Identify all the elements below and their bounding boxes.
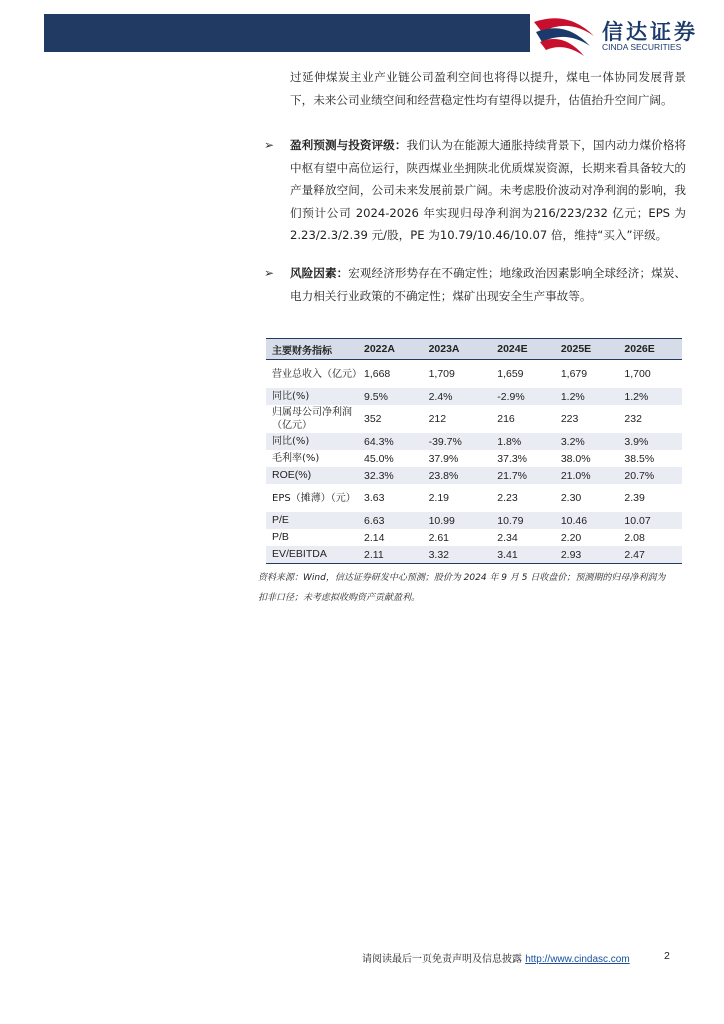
table-cell: 1.8%	[491, 433, 555, 450]
table-header-cell: 2026E	[618, 339, 682, 360]
table-cell: 20.7%	[618, 467, 682, 484]
table-cell: 3.32	[423, 546, 492, 564]
table-cell: 216	[497, 413, 515, 425]
table-cell: 21.0%	[555, 467, 619, 484]
table-row	[266, 360, 682, 389]
table-row	[266, 388, 682, 405]
table-row	[266, 433, 682, 450]
bullet-arrow-icon: ➢	[264, 138, 275, 152]
table-cell: 1.2%	[618, 388, 682, 405]
table-cell: 38.0%	[560, 452, 591, 465]
table-cell-metric: 同比(%)	[266, 433, 358, 450]
table-cell: 352	[364, 413, 382, 425]
table-cell: 64.3%	[358, 433, 423, 450]
table-header-cell: 2025E	[555, 339, 619, 360]
table-cell: 10.79	[491, 512, 555, 529]
footer-disclaimer-text: 请阅读最后一页免责声明及信息披露	[362, 954, 522, 965]
table-cell: 2.4%	[423, 388, 492, 405]
table-row	[266, 512, 682, 529]
table-cell: -2.9%	[491, 388, 555, 405]
table-cell: 37.9%	[428, 452, 459, 465]
logo-chinese-text: 信达证券	[602, 20, 698, 44]
table-cell: 2.93	[555, 546, 619, 564]
table-cell: 212	[428, 413, 447, 425]
table-cell: 1,709	[428, 368, 455, 380]
table-cell: 32.3%	[358, 467, 423, 484]
table-cell-metric: 毛利率(%)	[272, 453, 320, 464]
table-cell: 2.34	[497, 531, 518, 544]
table-row	[266, 450, 682, 467]
table-row	[266, 529, 682, 546]
footer-website-link[interactable]: http://www.cindasc.com	[525, 954, 630, 965]
table-cell: 2.30	[560, 492, 582, 504]
source-note-line-2: 扣非口径；未考虑拟收购资产贡献盈利。	[258, 593, 421, 603]
table-cell-metric: EV/EBITDA	[266, 546, 358, 564]
risk-factors-paragraph	[290, 262, 686, 307]
table-cell: 10.99	[423, 512, 492, 529]
table-cell: 1,679	[560, 368, 588, 380]
table-cell: 1,668	[364, 368, 391, 380]
table-row	[266, 467, 682, 484]
bullet-arrow-icon: ➢	[264, 266, 275, 280]
table-cell: 3.2%	[555, 433, 619, 450]
table-cell-metric: EPS（摊薄）（元）	[272, 492, 356, 504]
earnings-forecast-paragraph	[290, 134, 686, 247]
risk-factors-text: 宏观经济形势存在不确定性；地缘政治因素影响全球经济；煤炭、电力相关行业政策的不确定性；煤矿出现安全生产事故等。	[290, 266, 686, 303]
table-cell: 9.5%	[358, 388, 423, 405]
table-cell-metric: P/B	[272, 531, 289, 543]
table-cell: 232	[624, 413, 642, 425]
table-header-cell: 主要财务指标	[266, 339, 358, 360]
table-cell: 3.41	[491, 546, 555, 564]
footer-disclaimer	[362, 950, 630, 965]
table-cell: 223	[560, 413, 579, 425]
table-cell: 3.9%	[618, 433, 682, 450]
page-number: 2	[664, 950, 670, 962]
table-cell: -39.7%	[423, 433, 492, 450]
table-cell: 45.0%	[364, 452, 394, 465]
table-cell: 10.46	[555, 512, 619, 529]
table-cell: 2.14	[364, 531, 385, 544]
table-header-row	[266, 339, 682, 360]
table-cell: 2.20	[560, 531, 582, 544]
table-cell: 1,700	[624, 368, 651, 380]
table-header-cell: 2024E	[491, 339, 555, 360]
earnings-forecast-label: 盈利预测与投资评级：	[290, 138, 407, 152]
table-row	[266, 546, 682, 564]
risk-factors-label: 风险因素：	[290, 266, 349, 280]
table-header-cell: 2023A	[423, 339, 492, 360]
table-cell: 2.08	[624, 531, 645, 544]
table-cell: 1.2%	[555, 388, 619, 405]
cinda-logo	[528, 12, 718, 58]
table-row	[266, 484, 682, 512]
table-cell-metric: 营业总收入（亿元）	[272, 368, 362, 380]
table-cell: 38.5%	[624, 452, 655, 465]
table-cell: 2.47	[618, 546, 682, 564]
table-cell-metric: 同比(%)	[266, 388, 358, 405]
table-cell: 2.23	[497, 492, 518, 504]
table-row	[266, 405, 682, 433]
financial-metrics-table	[266, 338, 682, 564]
cinda-logo-mark-icon	[528, 12, 598, 58]
table-cell: 37.3%	[497, 452, 528, 465]
table-cell: 2.11	[358, 546, 423, 564]
table-cell: 6.63	[358, 512, 423, 529]
table-cell-metric: P/E	[266, 512, 358, 529]
table-cell: 2.19	[428, 492, 450, 504]
header-band	[44, 14, 530, 52]
table-cell: 10.07	[618, 512, 682, 529]
table-cell: 2.39	[624, 492, 645, 504]
table-cell: 23.8%	[423, 467, 492, 484]
table-cell-metric: 归属母公司净利润（亿元）	[272, 407, 352, 431]
earnings-forecast-text: 我们认为在能源大通胀持续背景下，国内动力煤价格将中枢有望中高位运行，陕西煤业坐拥陕北优质煤炭资源，长期来看具备较大的产量释放空间，公司未来发展前景广阔。未考虑股价波动对净利润的影响，我们预计公司 2024-2026 年实现归母净利润为216/223/232 亿元；EPS 为 2.23/2.3/2.39 元/股，PE 为10.79/10.46/10.07 倍，维持“买入”评级。	[290, 138, 686, 242]
table-cell: 3.63	[364, 492, 385, 504]
table-header-cell: 2022A	[358, 339, 423, 360]
source-note-line-1: 资料来源：Wind，信达证券研发中心预测；股价为 2024 年 9 月 5 日收盘价；预测期的归母净利润为	[258, 573, 666, 583]
table-cell: 2.61	[428, 531, 450, 544]
logo-english-text: CINDA SECURITIES	[602, 42, 682, 52]
table-cell: 21.7%	[491, 467, 555, 484]
table-cell-metric: ROE(%)	[266, 467, 358, 484]
paragraph-continuation: 过延伸煤炭主业产业链公司盈利空间也将得以提升，煤电一体协同发展背景下，未来公司业绩空间和经营稳定性均有望得以提升，估值抬升空间广阔。	[290, 70, 686, 107]
table-cell: 1,659	[497, 368, 524, 380]
